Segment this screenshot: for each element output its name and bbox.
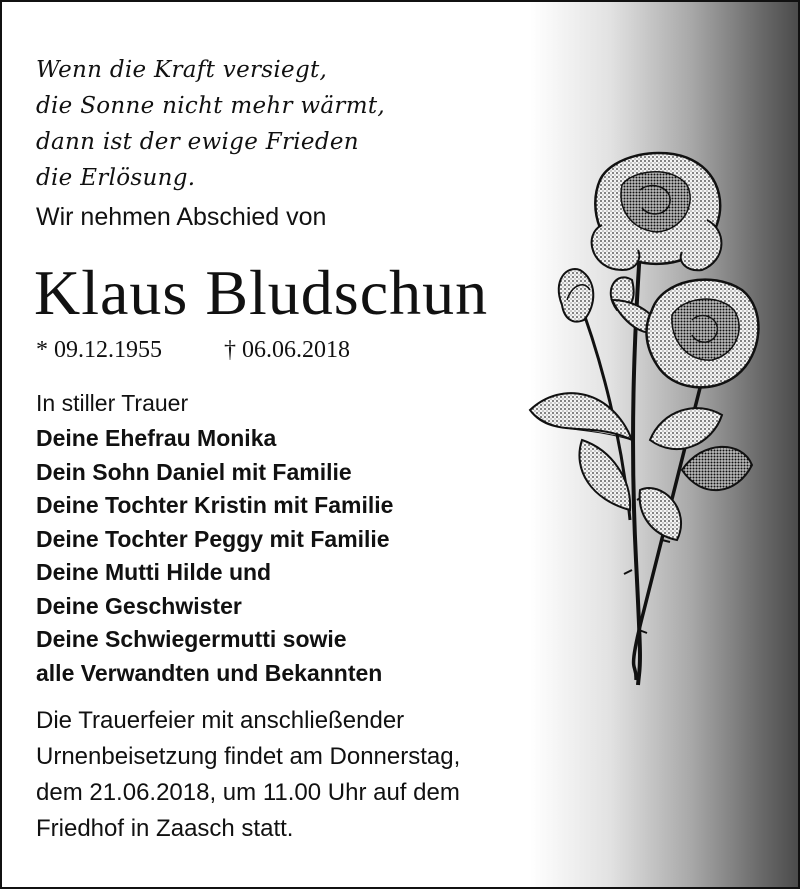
poem-line: die Erlösung. xyxy=(36,165,196,191)
notice-line: Urnenbeisetzung findet am Donnerstag, xyxy=(36,743,461,770)
roses-illustration-icon xyxy=(512,140,772,700)
mourner-line: Dein Sohn Daniel mit Familie xyxy=(36,458,352,485)
poem-line: Wenn die Kraft versiegt, xyxy=(36,57,328,83)
notice-line: dem 21.06.2018, um 11.00 Uhr auf dem xyxy=(36,779,460,806)
mourner-line: Deine Mutti Hilde und xyxy=(36,559,272,585)
mourner-line: alle Verwandten und Bekannten xyxy=(36,659,383,686)
death-date: † 06.06.2018 xyxy=(224,337,350,363)
mourner-line: Deine Schwiegermutti sowie xyxy=(36,626,347,652)
mourner-line: Deine Ehefrau Monika xyxy=(36,425,277,451)
farewell-intro: Wir nehmen Abschied von xyxy=(36,203,327,231)
mourners-list xyxy=(36,422,393,690)
mourner-line: Deine Tochter Peggy mit Familie xyxy=(36,525,390,552)
birth-date: * 09.12.1955 xyxy=(36,337,162,363)
mourners-heading: In stiller Trauer xyxy=(36,390,189,416)
life-dates xyxy=(36,333,350,367)
poem xyxy=(36,52,385,196)
deceased-name: Klaus Bludschun xyxy=(34,257,489,328)
poem-line: die Sonne nicht mehr wärmt, xyxy=(36,93,385,119)
funeral-notice xyxy=(36,703,460,847)
notice-line: Friedhof in Zaasch statt. xyxy=(36,815,294,842)
mourner-line: Deine Tochter Kristin mit Familie xyxy=(36,492,394,518)
poem-line: dann ist der ewige Frieden xyxy=(36,129,359,155)
notice-line: Die Trauerfeier mit anschließender xyxy=(36,707,405,734)
mourner-line: Deine Geschwister xyxy=(36,592,242,619)
